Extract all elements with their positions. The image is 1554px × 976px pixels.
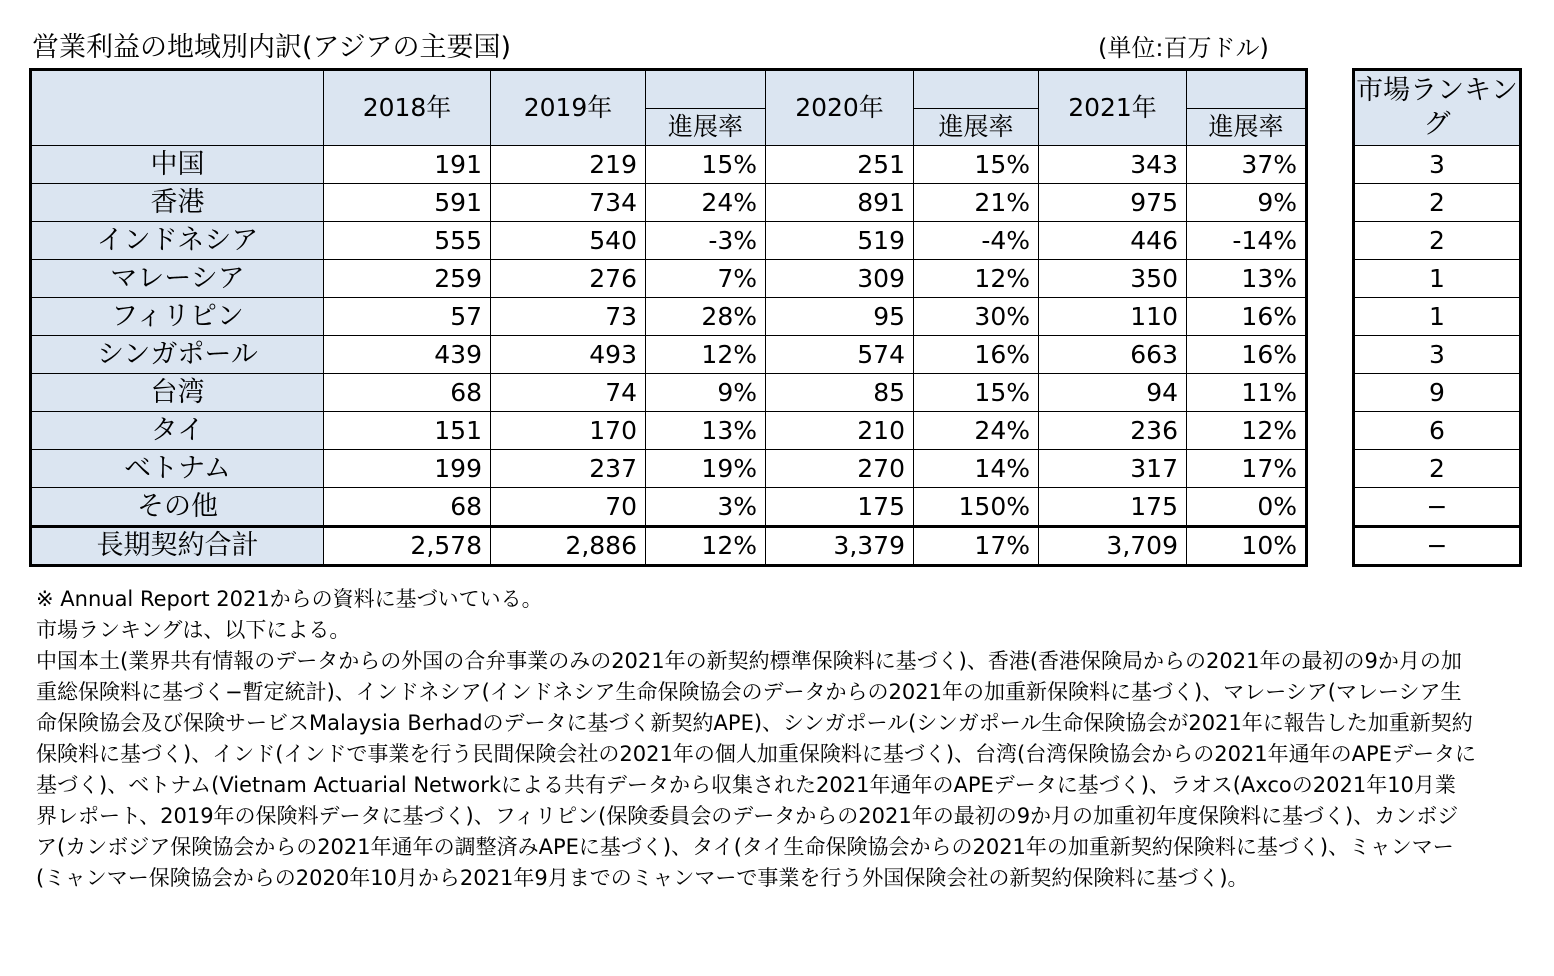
- value-2021: 975: [1039, 184, 1187, 222]
- value-2020: 309: [766, 260, 914, 298]
- year-header-2019: 2019年: [491, 70, 646, 146]
- value-growth-2021: 11%: [1187, 374, 1307, 412]
- value-growth-2020: 15%: [914, 146, 1039, 184]
- growth-header-2019: 進展率: [646, 109, 766, 146]
- region-name: フィリピン: [31, 298, 324, 336]
- value-growth-2019: -3%: [646, 222, 766, 260]
- value-2019: 540: [491, 222, 646, 260]
- footnotes: [36, 584, 1516, 894]
- table-row: [31, 412, 1307, 450]
- value-2018: 555: [324, 222, 491, 260]
- region-name: ベトナム: [31, 450, 324, 488]
- rank-value: 3: [1354, 146, 1521, 184]
- value-growth-2020: 21%: [914, 184, 1039, 222]
- rank-value: 1: [1354, 260, 1521, 298]
- table-row: [31, 488, 1307, 527]
- header-gap: [914, 70, 1039, 109]
- year-header-2020: 2020年: [766, 70, 914, 146]
- total-rank: −: [1354, 527, 1521, 566]
- region-name: シンガポール: [31, 336, 324, 374]
- value-growth-2019: 7%: [646, 260, 766, 298]
- value-2020: 175: [766, 488, 914, 527]
- value-growth-2020: 15%: [914, 374, 1039, 412]
- unit-label: (単位:百万ドル): [1098, 34, 1269, 62]
- value-2020: 891: [766, 184, 914, 222]
- value-2020: 95: [766, 298, 914, 336]
- growth-header-2021: 進展率: [1187, 109, 1307, 146]
- table-row: [31, 222, 1307, 260]
- value-2021: 446: [1039, 222, 1187, 260]
- value-2018: 191: [324, 146, 491, 184]
- value-growth-2020: 14%: [914, 450, 1039, 488]
- table-row: [31, 374, 1307, 412]
- value-growth-2021: -14%: [1187, 222, 1307, 260]
- value-2018: 439: [324, 336, 491, 374]
- region-name: インドネシア: [31, 222, 324, 260]
- total-label: 長期契約合計: [31, 527, 324, 566]
- rank-value: 1: [1354, 298, 1521, 336]
- rank-value: 2: [1354, 184, 1521, 222]
- value-2021: 94: [1039, 374, 1187, 412]
- rank-row: [1354, 488, 1521, 527]
- header-gap: [646, 70, 766, 109]
- rank-value: 9: [1354, 374, 1521, 412]
- value-2018: 199: [324, 450, 491, 488]
- total-2020: 3,379: [766, 527, 914, 566]
- region-name: マレーシア: [31, 260, 324, 298]
- value-2018: 68: [324, 374, 491, 412]
- table-row: [31, 146, 1307, 184]
- value-2021: 175: [1039, 488, 1187, 527]
- value-growth-2021: 16%: [1187, 336, 1307, 374]
- value-growth-2019: 13%: [646, 412, 766, 450]
- value-growth-2020: 150%: [914, 488, 1039, 527]
- value-2019: 237: [491, 450, 646, 488]
- rank-row: [1354, 450, 1521, 488]
- value-2021: 350: [1039, 260, 1187, 298]
- growth-header-2020: 進展率: [914, 109, 1039, 146]
- note-ranking-intro: 市場ランキングは、以下による。: [36, 618, 351, 642]
- value-2018: 151: [324, 412, 491, 450]
- value-2020: 574: [766, 336, 914, 374]
- value-2021: 110: [1039, 298, 1187, 336]
- value-growth-2021: 0%: [1187, 488, 1307, 527]
- value-2020: 251: [766, 146, 914, 184]
- table-row: [31, 450, 1307, 488]
- value-2018: 57: [324, 298, 491, 336]
- rank-header: 市場ランキング: [1354, 70, 1521, 146]
- value-2020: 210: [766, 412, 914, 450]
- rank-value: 3: [1354, 336, 1521, 374]
- value-2019: 493: [491, 336, 646, 374]
- rank-value: 2: [1354, 450, 1521, 488]
- rank-row: [1354, 184, 1521, 222]
- value-growth-2021: 12%: [1187, 412, 1307, 450]
- rank-value: 6: [1354, 412, 1521, 450]
- rank-table: [1352, 68, 1522, 567]
- region-name: タイ: [31, 412, 324, 450]
- value-2018: 68: [324, 488, 491, 527]
- value-2018: 259: [324, 260, 491, 298]
- rank-row: [1354, 412, 1521, 450]
- value-growth-2019: 9%: [646, 374, 766, 412]
- note-source: ※ Annual Report 2021からの資料に基づいている。: [36, 587, 543, 611]
- value-2019: 70: [491, 488, 646, 527]
- page-title: 営業利益の地域別内訳(アジアの主要国): [32, 32, 511, 63]
- value-growth-2019: 15%: [646, 146, 766, 184]
- rank-row: [1354, 260, 1521, 298]
- value-2018: 591: [324, 184, 491, 222]
- total-2021: 3,709: [1039, 527, 1187, 566]
- value-growth-2020: 30%: [914, 298, 1039, 336]
- table-row: [31, 336, 1307, 374]
- rank-row: [1354, 298, 1521, 336]
- value-2019: 219: [491, 146, 646, 184]
- value-2021: 663: [1039, 336, 1187, 374]
- profit-table: [29, 68, 1308, 567]
- header-gap: [1187, 70, 1307, 109]
- value-growth-2021: 13%: [1187, 260, 1307, 298]
- table-row: [31, 184, 1307, 222]
- rank-row: [1354, 146, 1521, 184]
- region-name: 台湾: [31, 374, 324, 412]
- total-2019: 2,886: [491, 527, 646, 566]
- year-header-2018: 2018年: [324, 70, 491, 146]
- value-2019: 276: [491, 260, 646, 298]
- value-2021: 343: [1039, 146, 1187, 184]
- year-header-2021: 2021年: [1039, 70, 1187, 146]
- value-growth-2021: 37%: [1187, 146, 1307, 184]
- region-name: 香港: [31, 184, 324, 222]
- value-growth-2019: 3%: [646, 488, 766, 527]
- rank-value: −: [1354, 488, 1521, 527]
- value-2019: 170: [491, 412, 646, 450]
- value-2019: 74: [491, 374, 646, 412]
- rank-value: 2: [1354, 222, 1521, 260]
- value-growth-2020: 12%: [914, 260, 1039, 298]
- total-growth-2021: 10%: [1187, 527, 1307, 566]
- value-2019: 734: [491, 184, 646, 222]
- value-2020: 519: [766, 222, 914, 260]
- total-growth-2020: 17%: [914, 527, 1039, 566]
- value-growth-2020: -4%: [914, 222, 1039, 260]
- value-2020: 270: [766, 450, 914, 488]
- table-row: [31, 298, 1307, 336]
- value-growth-2021: 17%: [1187, 450, 1307, 488]
- value-growth-2019: 28%: [646, 298, 766, 336]
- region-name: 中国: [31, 146, 324, 184]
- value-growth-2019: 19%: [646, 450, 766, 488]
- value-growth-2020: 24%: [914, 412, 1039, 450]
- rank-row: [1354, 222, 1521, 260]
- table-row: [31, 260, 1307, 298]
- value-growth-2020: 16%: [914, 336, 1039, 374]
- rank-row: [1354, 336, 1521, 374]
- value-growth-2021: 16%: [1187, 298, 1307, 336]
- rank-row: [1354, 374, 1521, 412]
- value-growth-2021: 9%: [1187, 184, 1307, 222]
- corner-header: [31, 70, 324, 146]
- value-2021: 236: [1039, 412, 1187, 450]
- value-2021: 317: [1039, 450, 1187, 488]
- value-growth-2019: 24%: [646, 184, 766, 222]
- total-row: [31, 527, 1307, 566]
- value-2020: 85: [766, 374, 914, 412]
- total-2018: 2,578: [324, 527, 491, 566]
- value-growth-2019: 12%: [646, 336, 766, 374]
- region-name: その他: [31, 488, 324, 527]
- note-ranking-detail: 中国本土(業界共有情報のデータからの外国の合弁事業のみの2021年の新契約標準保険料に基づく)、香港(香港保険局からの2021年の最初の9か月の加重総保険料に基づく−暫定統計)、インドネシア(インドネシア生命保険協会のデータからの2021年の加重新保険料に基づく)、マレーシア(マレーシア生命保険協会及び保険サービスMalaysia Berhadのデータに基づく新契約APE)、シンガポール(シンガポール生命保険協会が2021年に報告した加重新契約保険料に基づく)、インド(インドで事業を行う民間保険会社の2021年の個人加重保険料に基づく)、台湾(台湾保険協会からの2021年通年のAPEデータに基づく)、ベトナム(Vietnam Actuarial Networkによる共有データから収集された2021年通年のAPEデータに基づく)、ラオス(Axcoの2021年10月業界レポート、2019年の保険料データに基づく)、フィリピン(保険委員会のデータからの2021年の最初の9か月の加重初年度保険料に基づく)、カンボジア(カンボジア保険協会からの2021年通年の調整済みAPEに基づく)、タイ(タイ生命保険協会からの2021年の加重新契約保険料に基づく)、ミャンマー(ミャンマー保険協会からの2020年10月から2021年9月までのミャンマーで事業を行う外国保険会社の新契約保険料に基づく)。: [36, 649, 1476, 890]
- value-2019: 73: [491, 298, 646, 336]
- total-growth-2019: 12%: [646, 527, 766, 566]
